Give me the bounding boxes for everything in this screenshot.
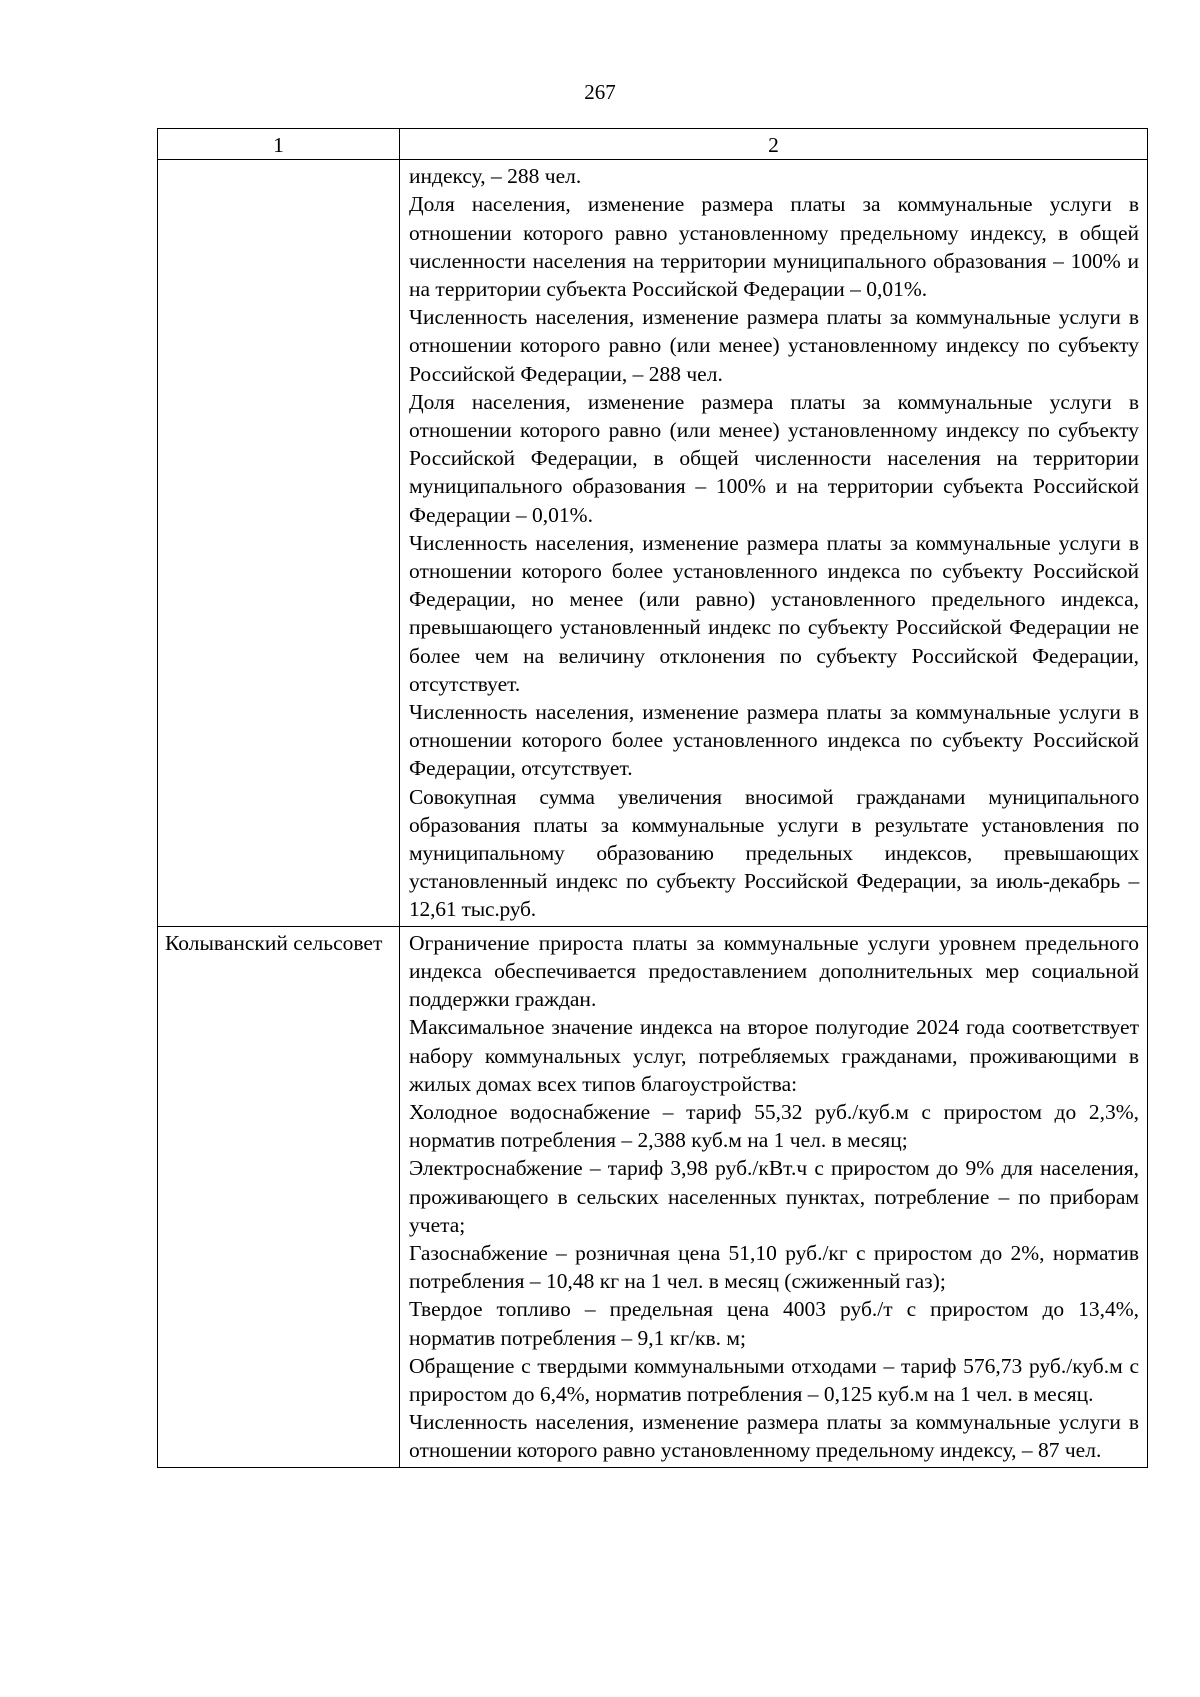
paragraph: Твердое топливо – предельная цена 4003 руб./т с приростом до 13,4%, норматив потребления – 9,1 кг/кв. м; <box>409 1297 1139 1350</box>
paragraph: Численность населения, изменение размера платы за коммунальные услуги в отношении которого равно (или менее) установленному индексу по субъекту Российской Федерации, – 288 чел. <box>409 305 1139 386</box>
paragraph: Численность населения, изменение размера платы за коммунальные услуги в отношении которого более установленного индекса по субъекту Российской Федерации, отсутствует. <box>409 700 1139 781</box>
paragraph: Обращение с твердыми коммунальными отходами – тариф 576,73 руб./куб.м с приростом до 6,4%, норматив потребления – 0,125 куб.м на 1 чел. в месяц. <box>409 1353 1139 1406</box>
column-header-2: 2 <box>400 129 1148 160</box>
paragraph: Доля населения, изменение размера платы за коммунальные услуги в отношении которого равно (или менее) установленному индексу по субъекту Российской Федерации, в общей численности населения на территории муниципального образования – 100% и на территории субъекта Российской Федерации – 0,01%. <box>409 389 1139 527</box>
municipality-cell <box>158 160 400 926</box>
document-table <box>157 128 1148 1468</box>
page-number: 267 <box>584 80 616 104</box>
paragraph: Газоснабжение – розничная цена 51,10 руб./кг с приростом до 2%, норматив потребления – 10,48 кг на 1 чел. в месяц (сжиженный газ); <box>409 1240 1139 1294</box>
column-header-1: 1 <box>158 129 400 160</box>
paragraph: Холодное водоснабжение – тариф 55,32 руб./куб.м с приростом до 2,3%, норматив потребления – 2,388 куб.м на 1 чел. в месяц; <box>409 1099 1139 1153</box>
table-row <box>158 160 1148 926</box>
table-row <box>158 926 1148 1467</box>
content-cell <box>400 160 1148 926</box>
municipality-cell: Колыванский сельсовет <box>158 926 400 1467</box>
paragraph: Численность населения, изменение размера платы за коммунальные услуги в отношении которого более установленного индекса по субъекту Российской Федерации, но менее (или равно) установленного предельного индекса, превышающего установленный индекс по субъекту Российской Федерации не более чем на величину отклонения по субъекту Российской Федерации, отсутствует. <box>409 530 1139 696</box>
content-cell <box>400 926 1148 1467</box>
paragraph: Численность населения, изменение размера платы за коммунальные услуги в отношении которого равно установленному предельному индексу, – 87 чел. <box>409 1410 1139 1463</box>
paragraph: Доля населения, изменение размера платы за коммунальные услуги в отношении которого равно установленному предельному индексу, в общей численности населения на территории муниципального образования – 100% и на территории субъекта Российской Федерации – 0,01%. <box>409 192 1139 302</box>
paragraph: Максимальное значение индекса на второе полугодие 2024 года соответствует набору коммунальных услуг, потребляемых гражданами, проживающими в жилых домах всех типов благоустройства: <box>409 1015 1139 1096</box>
paragraph: индексу, – 288 чел. <box>409 164 582 189</box>
paragraph: Электроснабжение – тариф 3,98 руб./кВт.ч с приростом до 9% для населения, проживающего в сельских населенных пунктах, потребление – по приборам учета; <box>409 1156 1139 1237</box>
table-header-row <box>158 129 1148 160</box>
paragraph: Ограничение прироста платы за коммунальные услуги уровнем предельного индекса обеспечивается предоставлением дополнительных мер социальной поддержки граждан. <box>409 930 1139 1012</box>
paragraph: Совокупная сумма увеличения вносимой гражданами муниципального образования платы за коммунальные услуги в результате установления по муниципальному образованию предельных индексов, превышающих установленный индекс по субъекту Российской Федерации, за июль-декабрь – 12,61 тыс.руб. <box>409 784 1139 922</box>
